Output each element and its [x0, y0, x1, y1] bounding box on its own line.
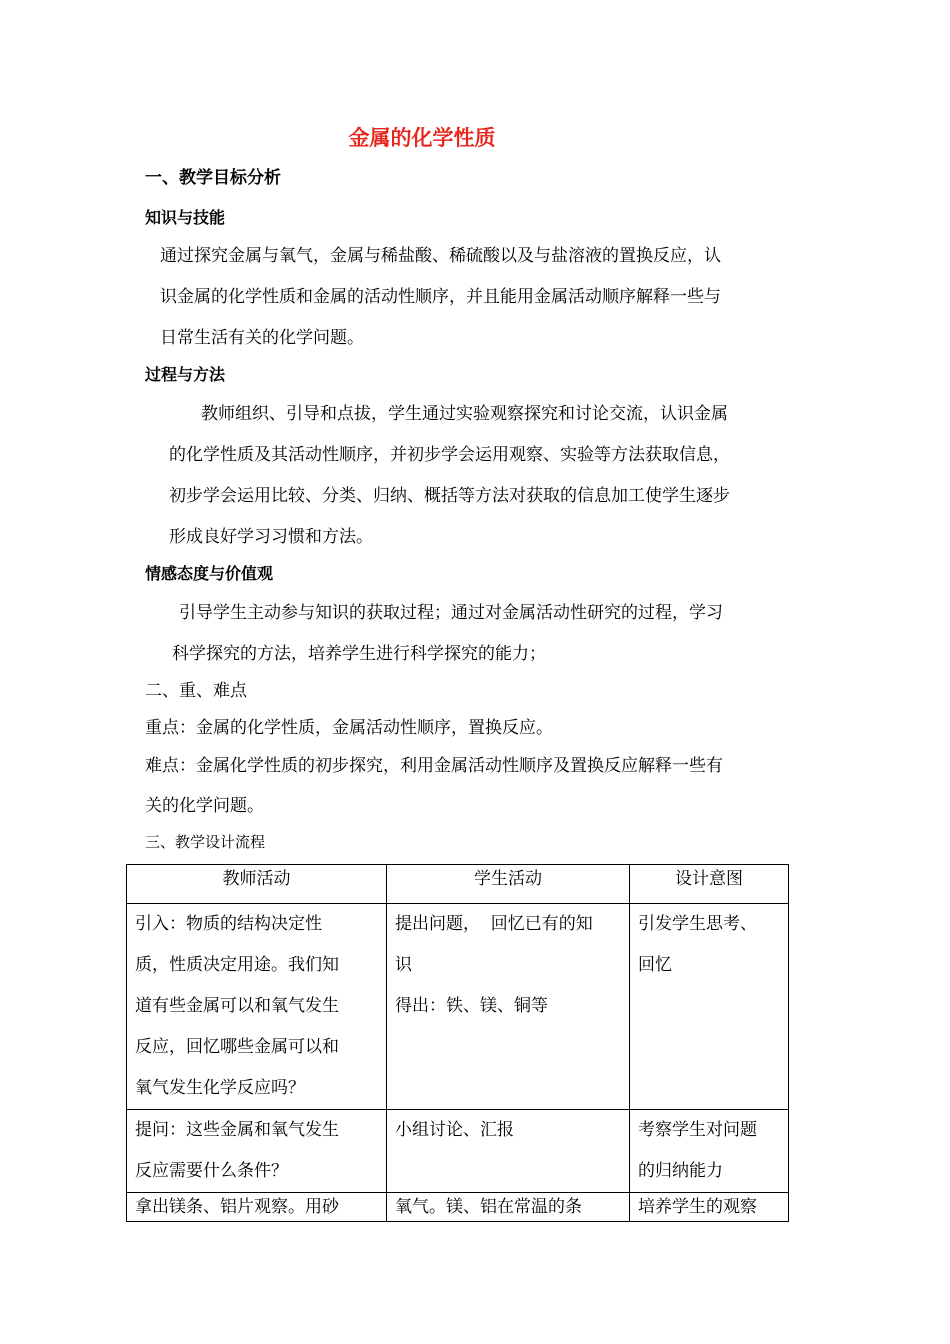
teacher-cell [127, 1110, 387, 1193]
cell-line: 氧气发生化学反应吗？ [135, 1078, 305, 1098]
paragraph-line: 的化学性质及其活动性顺序，并初步学会运用观察、实验等方法获取信息， [169, 445, 730, 465]
header-design-intent: 设计意图 [630, 865, 789, 904]
difficult-point-text: 难点：金属化学性质的初步探究，利用金属活动性顺序及置换反应解释一些有 [145, 756, 723, 776]
cell-line: 小组讨论、汇报 [395, 1120, 514, 1140]
section-heading-objectives: 一、教学目标分析 [145, 168, 281, 188]
cell-line: 识 [395, 955, 412, 975]
cell-line: 的归纳能力 [638, 1161, 723, 1181]
table-row [127, 1193, 789, 1222]
section-heading-key-points: 二、重、难点 [145, 681, 247, 701]
paragraph-line: 引导学生主动参与知识的获取过程；通过对金属活动性研究的过程，学习 [179, 603, 723, 623]
cell-line: 拿出镁条、铝片观察。用砂 [135, 1197, 339, 1217]
cell-line: 培养学生的观察 [638, 1197, 757, 1217]
difficult-point-text: 关的化学问题。 [145, 796, 264, 816]
cell-line: 道有些金属可以和氧气发生 [135, 996, 339, 1016]
teaching-flow-table [126, 864, 789, 1222]
cell-line: 氧气。镁、铝在常温的条 [395, 1197, 582, 1217]
table-header-row [127, 865, 789, 904]
cell-line: 考察学生对问题 [638, 1120, 757, 1140]
paragraph-line: 教师组织、引导和点拔，学生通过实验观察探究和讨论交流，认识金属 [201, 404, 728, 424]
cell-line: 提出问题， 回忆已有的知 [395, 914, 593, 934]
table-row [127, 1110, 789, 1193]
section-heading-flow: 三、教学设计流程 [145, 833, 266, 851]
cell-line: 反应需要什么条件？ [135, 1161, 288, 1181]
paragraph-line: 识金属的化学性质和金属的活动性顺序，并且能用金属活动顺序解释一些与 [160, 287, 721, 307]
student-cell [387, 1193, 630, 1222]
table-row [127, 904, 789, 1110]
paragraph-line: 日常生活有关的化学问题。 [160, 328, 364, 348]
intent-cell [630, 1110, 789, 1193]
intent-cell [630, 904, 789, 1110]
cell-line: 提问：这些金属和氧气发生 [135, 1120, 339, 1140]
paragraph-line: 通过探究金属与氧气，金属与稀盐酸、稀硫酸以及与盐溶液的置换反应，认 [160, 246, 721, 266]
paragraph-line: 形成良好学习习惯和方法。 [169, 527, 373, 547]
cell-line: 引入：物质的结构决定性 [135, 914, 322, 934]
cell-line: 得出：铁、镁、铜等 [395, 996, 548, 1016]
cell-line: 引发学生思考、 [638, 914, 757, 934]
document-title: 金属的化学性质 [348, 125, 496, 150]
subheading-process: 过程与方法 [145, 365, 226, 384]
paragraph-line: 科学探究的方法，培养学生进行科学探究的能力； [172, 644, 546, 664]
cell-line: 回忆 [638, 955, 672, 975]
teacher-cell [127, 904, 387, 1110]
student-cell [387, 1110, 630, 1193]
header-teacher-activity: 教师活动 [127, 865, 387, 904]
subheading-knowledge: 知识与技能 [145, 208, 226, 227]
subheading-emotion: 情感态度与价值观 [145, 564, 274, 583]
paragraph-line: 初步学会运用比较、分类、归纳、概括等方法对获取的信息加工使学生逐步 [169, 486, 730, 506]
intent-cell [630, 1193, 789, 1222]
cell-line: 反应，回忆哪些金属可以和 [135, 1037, 339, 1057]
key-point-text: 重点：金属的化学性质，金属活动性顺序，置换反应。 [145, 718, 553, 738]
header-student-activity: 学生活动 [387, 865, 630, 904]
cell-line: 质，性质决定用途。我们知 [135, 955, 339, 975]
teacher-cell [127, 1193, 387, 1222]
student-cell [387, 904, 630, 1110]
